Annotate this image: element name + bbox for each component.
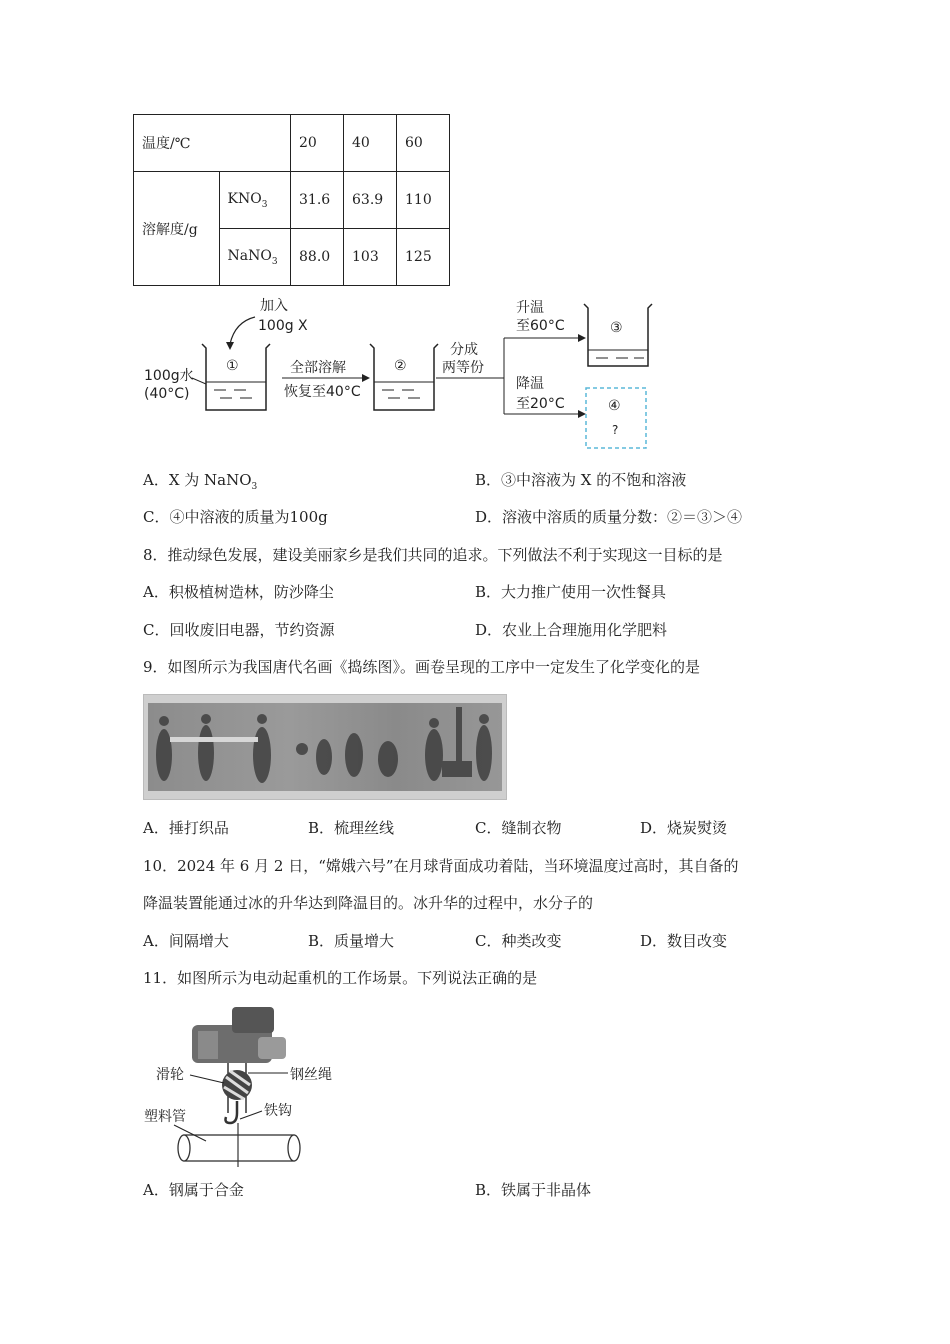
beaker-1-label: ① <box>226 358 239 374</box>
value-cell: 31.6 <box>291 172 344 229</box>
beaker-1 <box>202 344 270 410</box>
substance-nano3: NaNO$_3$ <box>219 229 290 286</box>
label-pulley: 滑轮 <box>156 1067 184 1083</box>
value-cell: 110 <box>397 172 450 229</box>
solubility-label: 溶解度/g <box>134 172 220 286</box>
q8-option-d: D．农业上合理施用化学肥料 <box>475 621 668 639</box>
q11-option-b: B．铁属于非晶体 <box>475 1181 592 1199</box>
q8-option-a: A．积极植树造林，防沙降尘 <box>143 583 334 601</box>
beaker-2-label: ② <box>394 358 407 374</box>
water-label-2: (40°C) <box>144 386 190 402</box>
q10-option-a: A．间隔增大 <box>143 932 229 950</box>
beaker-3-label: ③ <box>610 320 623 336</box>
temp-header: 温度/℃ <box>134 115 291 172</box>
q8-stem: 8．推动绿色发展，建设美丽家乡是我们共同的追求。下列做法不利于实现这一目标的是 <box>143 546 723 564</box>
split-label-1: 分成 <box>450 342 478 358</box>
heat-label-2: 至60°C <box>516 318 565 334</box>
q10-option-b: B．质量增大 <box>308 932 395 950</box>
cool-label-2: 至20°C <box>516 396 565 412</box>
q10-option-d: D．数目改变 <box>640 932 728 950</box>
q9-option-c: C．缝制衣物 <box>475 819 562 837</box>
painting-figures <box>144 695 506 799</box>
q7-option-d: D．溶液中溶质的质量分数：②＝③＞④ <box>475 508 743 526</box>
q10-stem-line1: 10．2024 年 6 月 2 日，“嫦娥六号”在月球背面成功着陆，当环境温度过高时，其自备的 <box>143 857 739 875</box>
hook-pointer <box>240 1111 262 1119</box>
water-label-1: 100g水 <box>144 368 194 384</box>
heat-label-1: 升温 <box>516 300 544 316</box>
heat-arrow-head <box>578 334 586 342</box>
pulley-pointer <box>190 1075 224 1083</box>
value-cell: 103 <box>344 229 397 286</box>
q8-option-c: C．回收废旧电器，节约资源 <box>143 621 335 639</box>
label-iron-hook: 铁钩 <box>264 1103 292 1119</box>
q10-option-c: C．种类改变 <box>475 932 562 950</box>
beaker-4-box <box>586 388 646 448</box>
add-arrow <box>230 317 255 344</box>
crane-diagram <box>140 995 370 1170</box>
q9-stem: 9．如图所示为我国唐代名画《捣练图》。画卷呈现的工序中一定发生了化学变化的是 <box>143 658 701 676</box>
step1-label-2: 恢复至40°C <box>284 384 361 400</box>
split-label-2: 两等份 <box>442 360 484 376</box>
q7-option-b: B．③中溶液为 X 的不饱和溶液 <box>475 471 687 489</box>
experiment-diagram <box>130 292 670 457</box>
add-arrow-head <box>226 342 234 350</box>
q11-stem: 11．如图所示为电动起重机的工作场景。下列说法正确的是 <box>143 969 538 987</box>
iron-hook <box>226 1101 238 1123</box>
label-wire-rope: 钢丝绳 <box>290 1067 332 1083</box>
value-cell: 125 <box>397 229 450 286</box>
solubility-table <box>133 114 450 286</box>
cool-arrow-head <box>578 410 586 418</box>
add-label-2: 100g X <box>258 318 308 334</box>
label-plastic-pipe: 塑料管 <box>144 1109 186 1125</box>
q9-option-d: D．烧炭熨烫 <box>640 819 728 837</box>
value-cell: 88.0 <box>291 229 344 286</box>
q8-option-b: B．大力推广使用一次性餐具 <box>475 583 667 601</box>
q9-option-b: B．梳理丝线 <box>308 819 395 837</box>
add-label-1: 加入 <box>260 298 288 314</box>
water-pointer <box>192 378 206 384</box>
table-row <box>134 115 450 172</box>
q10-stem-line2: 降温装置能通过冰的升华达到降温目的。冰升华的过程中，水分子的 <box>143 894 594 912</box>
unknown-mark: ? <box>612 423 619 437</box>
cool-label-1: 降温 <box>516 376 544 392</box>
tang-painting-image <box>143 694 507 800</box>
temp-cell: 20 <box>291 115 344 172</box>
table-row <box>134 172 450 229</box>
q11-option-a: A．钢属于合金 <box>143 1181 244 1199</box>
temp-cell: 40 <box>344 115 397 172</box>
step1-arrow-head <box>362 374 370 382</box>
substance-kno3: $KNO_3$ <box>219 172 290 229</box>
step1-label-1: 全部溶解 <box>290 360 346 376</box>
crane-motor <box>192 1007 286 1063</box>
q9-option-a: A．捶打织品 <box>143 819 229 837</box>
beaker-2 <box>370 344 438 410</box>
q7-option-c: C．④中溶液的质量为100g <box>143 508 328 526</box>
plastic-pipe <box>178 1123 300 1167</box>
q7-option-a: A．X 为 NaNO$_3$ <box>143 471 258 492</box>
beaker-4-label: ④ <box>608 398 621 414</box>
value-cell: 63.9 <box>344 172 397 229</box>
temp-cell: 60 <box>397 115 450 172</box>
